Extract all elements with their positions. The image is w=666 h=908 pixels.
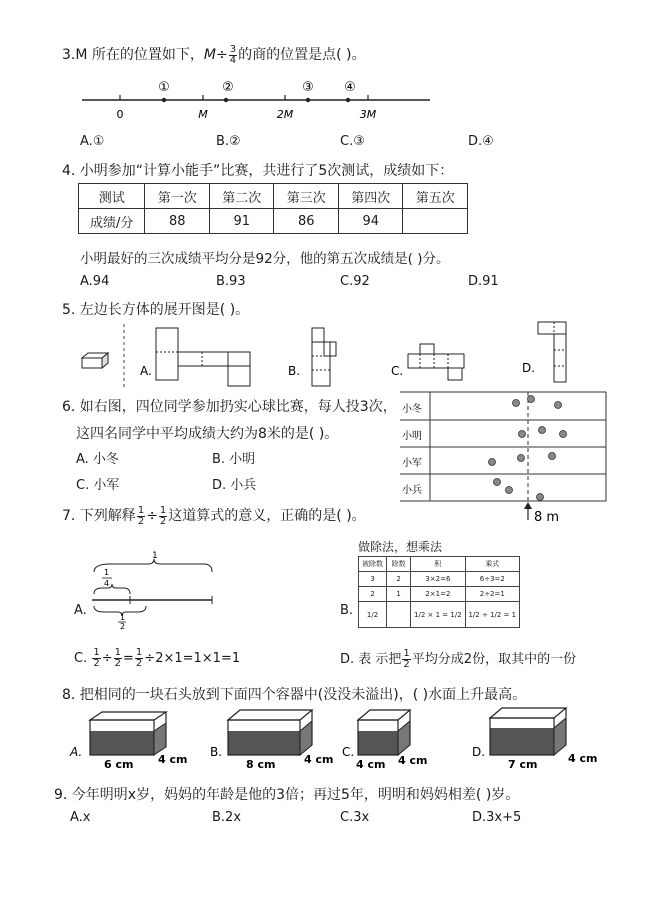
- container-label-d: D.: [472, 745, 486, 759]
- throw-dot: [549, 453, 556, 460]
- throw-dot: [519, 431, 526, 438]
- q3-number-line: [78, 76, 438, 126]
- cuboid-figure: [82, 353, 108, 368]
- table-cell: 88: [145, 209, 210, 234]
- table-cell: 91: [209, 209, 274, 234]
- table-cell: 86: [274, 209, 339, 234]
- q4-option-b[interactable]: B.93: [216, 274, 246, 289]
- q4-option-c[interactable]: C.92: [340, 274, 370, 289]
- throw-dot: [528, 396, 535, 403]
- q5-label-d: D.: [522, 361, 536, 375]
- chart-name-2: 小明: [402, 431, 422, 442]
- svg-text:6 cm: 6 cm: [104, 758, 134, 770]
- throw-dot: [539, 427, 546, 434]
- net-b: [312, 328, 336, 386]
- svg-text:4 cm: 4 cm: [158, 753, 188, 766]
- table-cell: 第二次: [209, 184, 274, 209]
- table-cell: [403, 209, 468, 234]
- axis-label-2m: 2M: [276, 108, 294, 121]
- container-b: [228, 710, 333, 770]
- q3-fraction: $\frac{3}{4}$: [229, 43, 237, 66]
- q6-option-a[interactable]: A. 小冬: [76, 452, 119, 467]
- axis-label-0: 0: [116, 108, 124, 121]
- throw-dot: [555, 402, 562, 409]
- chart-name-3: 小军: [402, 458, 422, 469]
- container-d: [490, 708, 597, 770]
- marker-label: 8 m: [534, 510, 560, 524]
- q9-option-c[interactable]: C.3x: [340, 810, 370, 825]
- q7-option-c[interactable]: C. $\frac{1}{2}$ ÷ $\frac{1}{2}$ = $\frac{1}{2}$ ÷2×1=1×1=1: [74, 647, 241, 669]
- chart-name-1: 小冬: [402, 404, 422, 415]
- q7-option-a-diagram: [90, 548, 220, 630]
- q7-frac1: $\frac{1}{2}$: [137, 504, 145, 527]
- q6-option-c[interactable]: C. 小军: [76, 478, 120, 493]
- chart-name-4: 小兵: [402, 485, 422, 496]
- q6-stem-line1: 6. 如右图，四位同学参加扔实心球比赛，每人投3次，: [62, 399, 397, 415]
- net-c: [408, 344, 464, 380]
- q7-option-a-label[interactable]: A.: [74, 603, 87, 618]
- svg-text:4 cm: 4 cm: [304, 753, 334, 766]
- table-row: 1/2 1/2 × 1 = 1/2 1/2 ÷ 1/2 = 1: [359, 602, 520, 628]
- throw-dot: [537, 494, 544, 501]
- q8-stem: 8. 把相同的一块石头放到下面四个容器中(没没未溢出)，( )水面上升最高。: [62, 687, 527, 703]
- q3-option-b[interactable]: B.②: [216, 134, 241, 149]
- svg-text:1: 1: [152, 551, 158, 561]
- q6-stem-line2: 这四名同学中平均成绩大约为8米的是( )。: [76, 426, 339, 442]
- svg-text:4 cm: 4 cm: [568, 752, 598, 765]
- q6-throw-chart: [400, 390, 610, 524]
- point-label-2: ②: [222, 80, 234, 95]
- table-cell: 成绩/分: [79, 209, 145, 234]
- table-cell: 94: [338, 209, 403, 234]
- q4-score-table: [78, 183, 468, 234]
- throw-dot: [489, 459, 496, 466]
- q9-option-b[interactable]: B.2x: [212, 810, 242, 825]
- q3-option-c[interactable]: C.③: [340, 134, 365, 149]
- point-label-3: ③: [302, 80, 314, 95]
- throw-dot: [494, 479, 501, 486]
- svg-text:4: 4: [104, 579, 110, 588]
- q6-option-d[interactable]: D. 小兵: [212, 478, 257, 493]
- point-label-4: ④: [344, 80, 356, 95]
- axis-label-m: M: [198, 108, 208, 121]
- q3-stem: 3.M 所在的位置如下，M÷ $\frac{3}{4}$ 的商的位置是点( )。: [62, 43, 366, 66]
- q3-option-d[interactable]: D.④: [468, 134, 494, 149]
- q7-option-b-title: 做除法，想乘法: [358, 540, 443, 554]
- svg-text:2: 2: [120, 622, 126, 630]
- table-cell: 第一次: [145, 184, 210, 209]
- table-cell: 第五次: [403, 184, 468, 209]
- throw-dot: [518, 455, 525, 462]
- throw-dot: [560, 431, 567, 438]
- table-cell: 第三次: [274, 184, 339, 209]
- svg-text:1: 1: [104, 568, 110, 577]
- table-header-row: 被除数 除数 积 乘式: [359, 557, 520, 572]
- table-cell: 测试: [79, 184, 145, 209]
- container-c: [356, 710, 427, 770]
- q9-option-d[interactable]: D.3x+5: [472, 810, 522, 825]
- q5-label-c: C.: [391, 364, 404, 378]
- container-a: [90, 712, 187, 770]
- q7-option-b-table: [358, 556, 520, 628]
- q4-stem: 4. 小明参加“计算小能手”比赛，共进行了5次测试，成绩如下：: [62, 163, 454, 179]
- point-4: [346, 98, 350, 102]
- q9-stem: 9. 今年明明x岁，妈妈的年龄是他的3倍；再过5年，明明和妈妈相差( )岁。: [54, 787, 520, 803]
- container-label-c: C.: [342, 745, 355, 759]
- q6-option-b[interactable]: B. 小明: [212, 452, 256, 467]
- container-label-b: B.: [210, 745, 223, 759]
- q4-option-a[interactable]: A.94: [80, 274, 110, 289]
- table-row: 3 2 3×2=6 6÷3=2: [359, 572, 520, 587]
- point-3: [306, 98, 310, 102]
- axis-label-3m: 3M: [359, 108, 377, 121]
- point-label-1: ①: [158, 80, 170, 95]
- q7-option-b-label[interactable]: B.: [340, 603, 354, 618]
- throw-dot: [513, 400, 520, 407]
- q7-option-d[interactable]: D. 表 示把 $\frac{1}{2}$ 平均分成2份，取其中的一份: [340, 648, 577, 670]
- net-d: [538, 322, 566, 382]
- throw-dot: [506, 487, 513, 494]
- point-1: [162, 98, 166, 102]
- q3-option-a[interactable]: A.①: [80, 134, 105, 149]
- svg-text:7 cm: 7 cm: [508, 758, 538, 770]
- container-label-a: A.: [70, 745, 83, 759]
- table-row: 2 1 2×1=2 2÷2=1: [359, 587, 520, 602]
- q4-followup: 小明最好的三次成绩平均分是92分，他的第五次成绩是( )分。: [80, 251, 450, 267]
- point-2: [224, 98, 228, 102]
- table-header-row: [79, 184, 468, 209]
- svg-text:1: 1: [120, 613, 126, 622]
- q5-figures: [76, 320, 596, 392]
- q7-stem: 7. 下列解释 $\frac{1}{2}$ ÷ $\frac{1}{2}$ 这道算式的意义，正确的是( )。: [62, 504, 366, 527]
- q5-label-a: A.: [140, 364, 152, 378]
- svg-text:4 cm: 4 cm: [398, 754, 428, 767]
- q5-stem: 5. 左边长方体的展开图是( )。: [62, 302, 250, 318]
- q9-option-a[interactable]: A.x: [70, 810, 91, 825]
- q4-option-d[interactable]: D.91: [468, 274, 499, 289]
- svg-text:8 cm: 8 cm: [246, 758, 276, 770]
- net-a: [156, 328, 250, 386]
- q7-frac2: $\frac{1}{2}$: [159, 504, 167, 527]
- table-row: [79, 209, 468, 234]
- svg-text:4 cm: 4 cm: [356, 758, 386, 770]
- q8-containers: [68, 704, 618, 770]
- q5-label-b: B.: [288, 364, 301, 378]
- table-cell: 第四次: [338, 184, 403, 209]
